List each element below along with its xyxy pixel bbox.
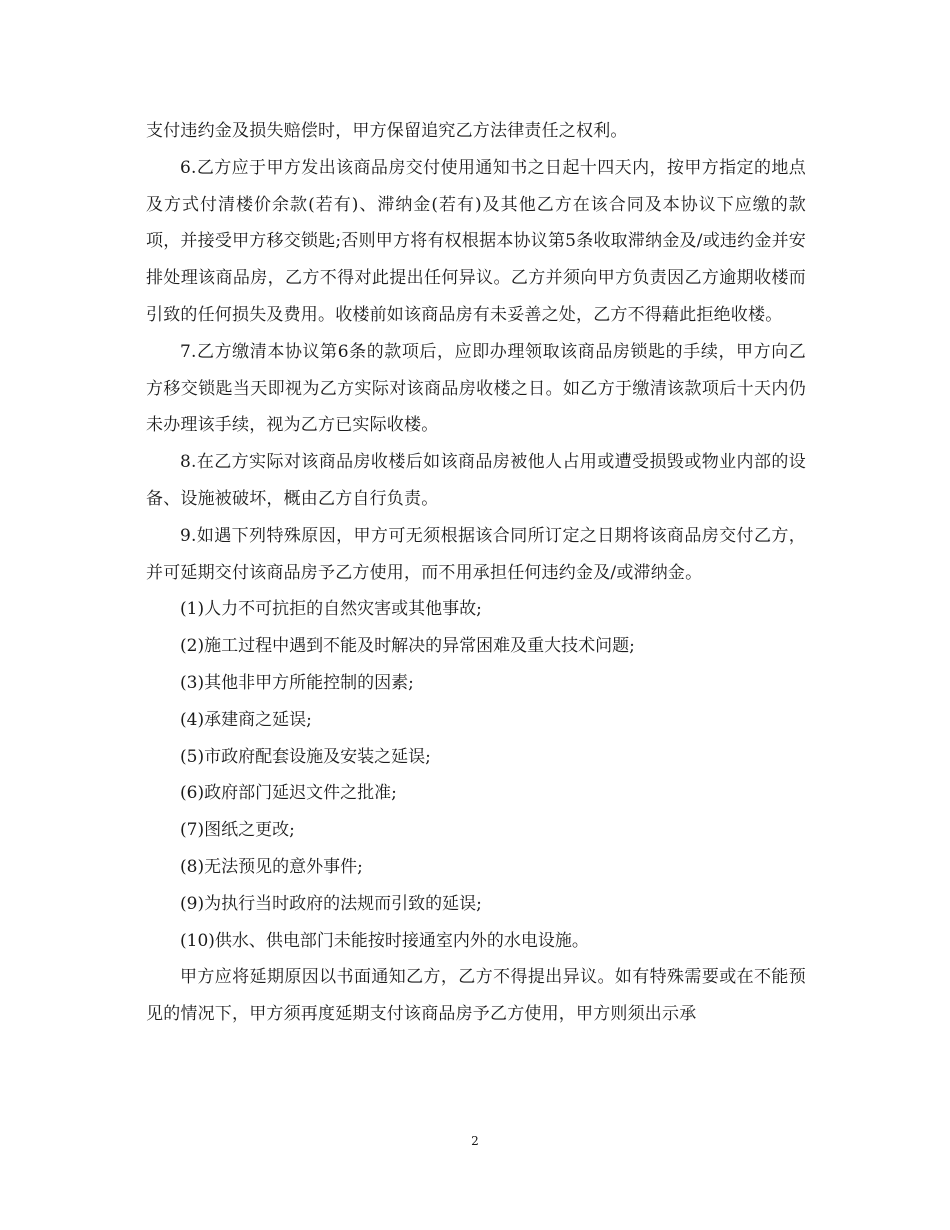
list-item: (1)人力不可抗拒的自然灾害或其他事故; — [180, 599, 482, 620]
paragraph-continuation: 支付违约金及损失赔偿时，甲方保留追究乙方法律责任之权利。 — [146, 121, 628, 141]
list-item: (5)市政府配套设施及安装之延误; — [180, 746, 431, 767]
clause-9: 9.如遇下列特殊原因，甲方可无须根据该合同所订定之日期将该商品房交付乙方，并可延期交付该商品房予乙方使用，而不用承担任何违约金及/或滞纳金。 — [146, 525, 806, 583]
closing-paragraph: 甲方应将延期原因以书面通知乙方，乙方不得提出异议。如有特殊需要或在不能预见的情况下，甲方须再度延期支付该商品房予乙方使用，甲方则须出示承 — [146, 967, 806, 1025]
clause-7: 7.乙方缴清本协议第6条的款项后，应即办理领取该商品房锁匙的手续，甲方向乙方移交锁匙当天即视为乙方实际对该商品房收楼之日。如乙方于缴清该款项后十天内仍未办理该手续，视为乙方已实际收楼。 — [146, 341, 806, 436]
clause-8: 8.在乙方实际对该商品房收楼后如该商品房被他人占用或遭受损毁或物业内部的设备、设施被破坏，概由乙方自行负责。 — [146, 452, 806, 509]
exception-list — [146, 591, 806, 959]
document-body — [146, 113, 806, 1033]
list-item: (4)承建商之延误; — [180, 709, 312, 730]
list-item: (9)为执行当时政府的法规而引致的延误; — [180, 893, 482, 914]
list-item: (10)供水、供电部门未能按时接通室内外的水电设施。 — [180, 930, 589, 951]
clause-6: 6.乙方应于甲方发出该商品房交付使用通知书之日起十四天内，按甲方指定的地点及方式付清楼价余款(若有)、滞纳金(若有)及其他乙方在该合同及本协议下应缴的款项，并接受甲方移交锁匙;否则甲方将有权根据本协议第5条收取滞纳金及/或违约金并安排处理该商品房，乙方不得对此提出任何异议。乙方并须向甲方负责因乙方逾期收楼而引致的任何损失及费用。收楼前如该商品房有未妥善之处，乙方不得藉此拒绝收楼。 — [146, 157, 806, 325]
list-item: (6)政府部门延迟文件之批准; — [180, 783, 397, 804]
page-number: 2 — [471, 1134, 479, 1148]
list-item: (7)图纸之更改; — [180, 820, 295, 841]
list-item: (2)施工过程中遇到不能及时解决的异常困难及重大技术问题; — [180, 636, 635, 657]
list-item: (3)其他非甲方所能控制的因素; — [180, 672, 414, 693]
list-item: (8)无法预见的意外事件; — [180, 856, 363, 877]
